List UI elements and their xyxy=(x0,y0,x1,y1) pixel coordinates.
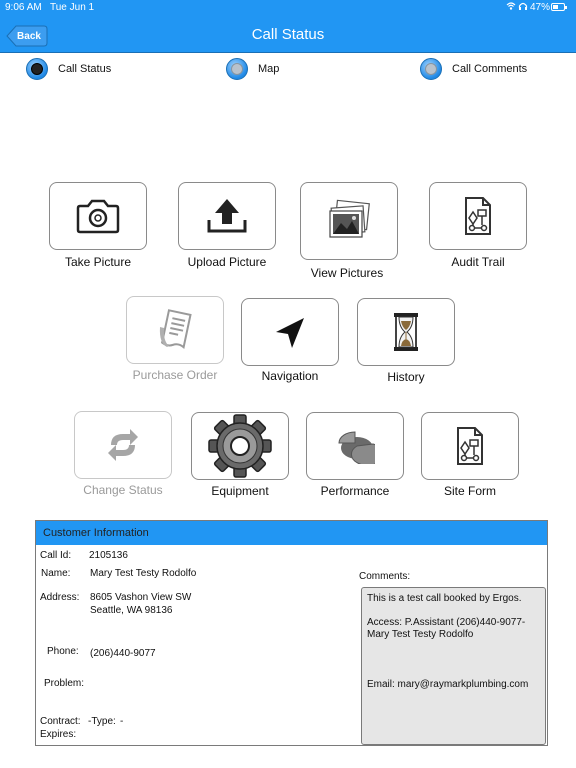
pie-chart-icon xyxy=(335,428,375,464)
address-line2: Seattle, WA 98136 xyxy=(90,605,173,616)
comments-line: Mary Test Testy Rodolfo xyxy=(367,629,474,640)
contract-label: Contract: xyxy=(40,716,81,727)
address-label: Address: xyxy=(40,592,80,603)
photos-icon xyxy=(326,199,372,243)
segment-call-comments[interactable] xyxy=(420,58,527,80)
history-button[interactable] xyxy=(357,298,455,366)
status-bar xyxy=(0,0,576,16)
comments-label: Comments: xyxy=(359,571,411,582)
call-id-value: 2105136 xyxy=(89,550,128,561)
flowchart-document-icon xyxy=(455,426,485,466)
upload-picture-button[interactable] xyxy=(178,182,276,250)
back-button-label: Back xyxy=(17,30,41,42)
customer-info-panel xyxy=(35,520,548,746)
upload-icon xyxy=(205,196,249,236)
segment-call-comments-label: Call Comments xyxy=(452,63,528,75)
nav-bar xyxy=(0,16,576,53)
site-form-label: Site Form xyxy=(443,484,496,498)
take-picture-label: Take Picture xyxy=(64,255,132,269)
navigation-label: Navigation xyxy=(261,369,319,383)
problem-label: Problem: xyxy=(44,678,85,689)
purchase-order-button[interactable] xyxy=(126,296,224,364)
battery-percent: 47% xyxy=(530,2,551,13)
site-form-button[interactable] xyxy=(421,412,519,480)
radio-selected-icon xyxy=(26,58,48,80)
comments-line: This is a test call booked by Ergos. xyxy=(367,593,522,604)
hourglass-icon xyxy=(392,312,420,352)
segment-map-label: Map xyxy=(258,63,280,75)
change-status-button[interactable] xyxy=(74,411,172,479)
navigation-button[interactable] xyxy=(241,298,339,366)
call-id-label: Call Id: xyxy=(40,550,72,561)
take-picture-button[interactable] xyxy=(49,182,147,250)
performance-label: Performance xyxy=(320,484,390,498)
comments-textarea[interactable] xyxy=(361,587,546,745)
camera-icon xyxy=(76,198,120,234)
navigation-arrow-icon xyxy=(272,314,308,350)
change-status-label: Change Status xyxy=(83,483,163,497)
equipment-button[interactable] xyxy=(191,412,289,480)
segment-map[interactable] xyxy=(226,58,279,80)
type-label: -Type: xyxy=(88,716,116,727)
performance-button[interactable] xyxy=(306,412,404,480)
type-value: - xyxy=(120,716,124,727)
address-line1: 8605 Vashon View SW xyxy=(90,592,192,603)
name-value: Mary Test Testy Rodolfo xyxy=(90,568,197,579)
order-document-icon xyxy=(157,309,193,351)
gear-icon xyxy=(207,413,273,479)
comments-line: Access: P.Assistant (206)440-9077- xyxy=(367,617,526,628)
segment-call-status-label: Call Status xyxy=(58,63,112,75)
expires-label: Expires: xyxy=(40,729,77,740)
headphones-icon xyxy=(518,1,528,11)
view-pictures-button[interactable] xyxy=(300,182,398,260)
status-date: Tue Jun 1 xyxy=(50,2,95,13)
status-time: 9:06 AM xyxy=(5,2,42,13)
flowchart-document-icon xyxy=(463,196,493,236)
battery-icon xyxy=(551,3,565,11)
comments-line: Email: mary@raymarkplumbing.com xyxy=(367,679,529,690)
equipment-label: Equipment xyxy=(211,484,269,498)
audit-trail-button[interactable] xyxy=(429,182,527,250)
wifi-icon xyxy=(506,1,516,11)
radio-icon xyxy=(226,58,248,80)
refresh-icon xyxy=(103,425,143,465)
purchase-order-label: Purchase Order xyxy=(132,368,218,382)
history-label: History xyxy=(387,370,425,384)
customer-info-header: Customer Information xyxy=(36,521,547,545)
name-label: Name: xyxy=(41,568,71,579)
radio-icon xyxy=(420,58,442,80)
audit-trail-label: Audit Trail xyxy=(451,255,505,269)
page-title: Call Status xyxy=(251,26,325,43)
phone-value: (206)440-9077 xyxy=(90,648,156,659)
view-pictures-label: View Pictures xyxy=(310,266,384,280)
segment-call-status[interactable] xyxy=(26,58,111,80)
upload-picture-label: Upload Picture xyxy=(187,255,267,269)
phone-label: Phone: xyxy=(47,646,79,657)
